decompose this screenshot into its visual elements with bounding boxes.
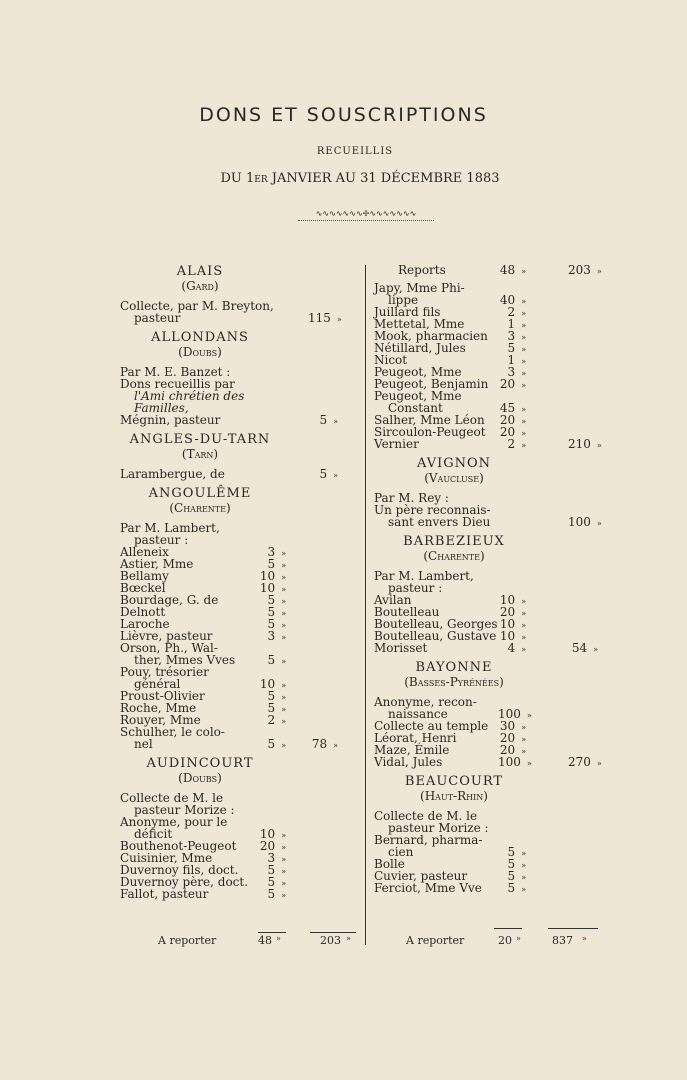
amount xyxy=(258,888,286,902)
footer-amount-a: 20 xyxy=(498,934,512,947)
donor-name: Japy, Mme Phi- xyxy=(374,281,465,295)
amount-value: 54 xyxy=(571,641,588,655)
donor-name: Cuvier, pasteur xyxy=(374,869,468,883)
quote-mark: » xyxy=(281,549,286,558)
quote-mark: » xyxy=(281,573,286,582)
quote-mark: » xyxy=(516,934,521,943)
quote-mark: » xyxy=(596,267,602,276)
donor-name: Boutelleau, Gustave xyxy=(374,629,497,643)
amount-value: 203 xyxy=(568,263,591,277)
donor-row xyxy=(374,756,612,768)
amount-value: 20 xyxy=(259,839,276,853)
quote-mark: » xyxy=(281,657,286,666)
subtotal-rule xyxy=(494,928,522,929)
donor-name: Bourdage, G. de xyxy=(120,593,219,607)
left-column xyxy=(120,264,360,900)
donor-name: Nicot xyxy=(374,353,408,367)
subtotal xyxy=(568,263,602,278)
donor-name: Morisset xyxy=(374,641,428,655)
amount-value: 5 xyxy=(267,653,276,667)
amount-value: 5 xyxy=(267,887,276,901)
donor-name: Roche, Mme xyxy=(120,701,197,715)
amount xyxy=(498,264,526,278)
donor-name: Anonyme, recon- xyxy=(374,695,477,709)
donor-name: pasteur xyxy=(134,311,181,325)
amount-value: 5 xyxy=(507,857,516,871)
amount-value: 100 xyxy=(498,707,521,721)
quote-mark: » xyxy=(281,681,286,690)
donor-name: lippe xyxy=(388,293,419,307)
donor-name: Par M. Lambert, xyxy=(120,521,220,535)
donor-name: Vernier xyxy=(374,437,419,451)
donor-name: Peugeot, Benjamin xyxy=(374,377,489,391)
department-label: (Vaucluse) xyxy=(424,471,484,485)
donor-row xyxy=(120,312,360,324)
donor-name: Boutelleau, Georges xyxy=(374,617,498,631)
donor-name: Pouy, trésorier xyxy=(120,665,209,679)
quote-mark: » xyxy=(281,843,286,852)
department-label: (Charente) xyxy=(423,549,485,563)
amount-value: 10 xyxy=(499,593,516,607)
donor-name: Léorat, Henri xyxy=(374,731,457,745)
donor-name: Schulher, le colo- xyxy=(120,725,225,739)
location-heading: BAYONNE xyxy=(415,660,493,675)
amount-value: 30 xyxy=(499,719,516,733)
amount-value: 115 xyxy=(308,311,331,325)
amount-value: 5 xyxy=(267,863,276,877)
amount-value: 4 xyxy=(507,641,516,655)
quote-mark: » xyxy=(521,735,526,744)
amount-value: 1 xyxy=(507,317,516,331)
donor-name: Duvernoy père, doct. xyxy=(120,875,249,889)
quote-mark: » xyxy=(281,693,286,702)
donor-name: Delnott xyxy=(120,605,166,619)
quote-mark: » xyxy=(281,867,286,876)
quote-mark: » xyxy=(281,831,286,840)
quote-mark: » xyxy=(521,861,526,870)
donor-name: Duvernoy fils, doct. xyxy=(120,863,239,877)
quote-mark: » xyxy=(593,645,598,654)
quote-mark: » xyxy=(521,633,526,642)
donor-name: nel xyxy=(134,737,153,751)
amount-value: 20 xyxy=(499,413,516,427)
amount-value: 5 xyxy=(507,869,516,883)
department-label: (Doubs) xyxy=(178,345,222,359)
location-heading: ANGOULÊME xyxy=(148,486,252,501)
donor-row xyxy=(374,846,612,858)
amount-value: 20 xyxy=(499,425,516,439)
subtotal xyxy=(308,738,338,752)
quote-mark: » xyxy=(521,849,526,858)
footer-left xyxy=(158,934,358,947)
quote-mark: » xyxy=(281,597,286,606)
donor-name: Mook, pharmacien xyxy=(374,329,488,343)
amount-value: 2 xyxy=(267,713,276,727)
amount-value: 100 xyxy=(568,515,591,529)
amount-value: 10 xyxy=(259,827,276,841)
quote-mark: » xyxy=(333,471,338,480)
quote-mark: » xyxy=(521,297,526,306)
quote-mark: » xyxy=(276,934,281,943)
quote-mark: » xyxy=(281,879,286,888)
location-heading: BEAUCOURT xyxy=(404,774,504,789)
quote-mark: » xyxy=(521,621,526,630)
donor-name: Orson, Ph., Wal- xyxy=(120,641,218,655)
column-divider xyxy=(365,265,366,945)
quote-mark: » xyxy=(521,747,526,756)
donor-name: Peugeot, Mme xyxy=(374,365,462,379)
donor-name: Collecte de M. le xyxy=(120,791,224,805)
footer-label: A reporter xyxy=(406,934,465,947)
quote-mark: » xyxy=(521,609,526,618)
donor-name: Larambergue, de xyxy=(120,467,225,481)
amount-value: 5 xyxy=(507,881,516,895)
quote-mark: » xyxy=(346,934,351,943)
quote-mark: » xyxy=(281,609,286,618)
quote-mark: » xyxy=(281,633,286,642)
amount-value: 3 xyxy=(507,329,516,343)
amount-value: 2 xyxy=(507,305,516,319)
donor-name: Un père reconnais- xyxy=(374,503,491,517)
footer-right xyxy=(406,934,606,947)
donor-name: pasteur : xyxy=(388,581,443,595)
right-column xyxy=(374,264,612,894)
amount-value: 5 xyxy=(267,689,276,703)
amount xyxy=(498,882,526,896)
location-heading: BARBEZIEUX xyxy=(403,534,505,549)
page-subtitle: RECUEILLIS xyxy=(316,146,394,157)
donor-name: Nétillard, Jules xyxy=(374,341,466,355)
quote-mark: » xyxy=(526,711,532,720)
amount-value: 40 xyxy=(499,293,516,307)
amount-value: 48 xyxy=(499,263,516,277)
amount-value: 3 xyxy=(267,545,276,559)
donor-name: Rouyer, Mme xyxy=(120,713,201,727)
donor-name: Bouthenot-Peugeot xyxy=(120,839,237,853)
location-heading: AVIGNON xyxy=(416,456,492,471)
donor-name: naissance xyxy=(388,707,448,721)
quote-mark: » xyxy=(521,321,526,330)
amount xyxy=(498,755,532,770)
donor-name: Salher, Mme Léon xyxy=(374,413,485,427)
quote-mark: » xyxy=(281,561,286,570)
amount-value: 1 xyxy=(507,353,516,367)
quote-mark: » xyxy=(521,309,526,318)
donor-name: Bœckel xyxy=(120,581,166,595)
amount-value: 10 xyxy=(499,617,516,631)
quote-mark: » xyxy=(281,705,286,714)
amount-value: 5 xyxy=(319,467,328,481)
amount-value: 5 xyxy=(319,413,328,427)
donor-name: cien xyxy=(388,845,414,859)
amount xyxy=(498,438,526,452)
donor-name: Dons recueillis par xyxy=(120,377,235,391)
donor-name: Sircoulon-Peugeot xyxy=(374,425,486,439)
page-title: DONS ET SOUSCRIPTIONS xyxy=(199,104,488,126)
donor-name: déficit xyxy=(134,827,173,841)
quote-mark: » xyxy=(521,357,526,366)
donor-row xyxy=(120,468,360,480)
subtotal xyxy=(308,468,338,482)
donor-row xyxy=(374,342,612,354)
department-label: (Gard) xyxy=(181,279,219,293)
quote-mark: » xyxy=(521,645,526,654)
amount-value: 210 xyxy=(568,437,591,451)
quote-mark: » xyxy=(281,891,286,900)
quote-mark: » xyxy=(526,759,532,768)
amount-value: 20 xyxy=(499,743,516,757)
footer-amount-b: 203 xyxy=(320,934,341,947)
quote-mark: » xyxy=(521,333,526,342)
amount-value: 20 xyxy=(499,377,516,391)
amount xyxy=(258,738,286,752)
quote-mark: » xyxy=(596,441,602,450)
department-label: (Tarn) xyxy=(181,447,219,461)
quote-mark: » xyxy=(582,934,587,943)
donor-name: Alleneix xyxy=(120,545,169,559)
quote-mark: » xyxy=(281,855,286,864)
donor-name: Bellamy xyxy=(120,569,169,583)
donor-name: Anonyme, pour le xyxy=(120,815,228,829)
donor-name: Avilan xyxy=(374,593,412,607)
donor-name: Peugeot, Mme xyxy=(374,389,462,403)
quote-mark: » xyxy=(521,381,526,390)
amount-value: 10 xyxy=(259,677,276,691)
amount-value: 20 xyxy=(499,731,516,745)
amount-value: 20 xyxy=(499,605,516,619)
donor-name: Collecte au temple xyxy=(374,719,489,733)
amount-value: 5 xyxy=(507,341,516,355)
donor-name: Astier, Mme xyxy=(120,557,194,571)
quote-mark: » xyxy=(521,429,526,438)
location-heading: ANGLES-DU-TARN xyxy=(129,432,271,447)
subtotal-rule xyxy=(258,932,286,933)
subtotal xyxy=(308,414,338,428)
donor-name: général xyxy=(134,677,181,691)
donor-name: Juillard fils xyxy=(374,305,441,319)
quote-mark: » xyxy=(521,885,526,894)
donor-name: Proust-Olivier xyxy=(120,689,205,703)
donor-name: Bolle xyxy=(374,857,405,871)
donor-name: Vidal, Jules xyxy=(374,755,443,769)
amount-value: 10 xyxy=(499,629,516,643)
quote-mark: » xyxy=(596,519,602,528)
quote-mark: » xyxy=(521,873,526,882)
donor-name: l'Ami chrétien des xyxy=(134,389,245,403)
donor-name: Bernard, pharma- xyxy=(374,833,483,847)
amount-value: 5 xyxy=(267,605,276,619)
amount-value: 270 xyxy=(568,755,591,769)
total-rule xyxy=(548,928,598,929)
quote-mark: » xyxy=(521,723,526,732)
quote-mark: » xyxy=(333,417,338,426)
donor-row xyxy=(374,438,612,450)
quote-mark: » xyxy=(521,267,526,276)
donor-name: pasteur Morize : xyxy=(388,821,489,835)
donor-name: Cuisinier, Mme xyxy=(120,851,213,865)
quote-mark: » xyxy=(281,621,286,630)
quote-mark: » xyxy=(521,417,526,426)
subtotal xyxy=(308,311,342,326)
quote-mark: » xyxy=(333,741,338,750)
amount-value: 5 xyxy=(267,737,276,751)
amount-value: 5 xyxy=(267,557,276,571)
footer-amount-b: 837 xyxy=(552,934,573,947)
amount-value: 5 xyxy=(507,845,516,859)
amount-value: 45 xyxy=(499,401,516,415)
donor-row xyxy=(374,264,612,276)
footer-label: A reporter xyxy=(158,934,217,947)
amount-value: 3 xyxy=(267,851,276,865)
department-label: (Basses-Pyrénées) xyxy=(404,675,504,689)
donor-name: Par M. Rey : xyxy=(374,491,449,505)
donor-name: Par M. Lambert, xyxy=(374,569,474,583)
donor-name: Reports xyxy=(398,263,446,277)
donor-name: Fallot, pasteur xyxy=(120,887,209,901)
donor-name: Ferciot, Mme Vve xyxy=(374,881,482,895)
donor-name: Constant xyxy=(388,401,443,415)
amount-value: 5 xyxy=(267,593,276,607)
amount-value: 2 xyxy=(507,437,516,451)
amount-value: 3 xyxy=(507,365,516,379)
amount-value: 78 xyxy=(311,737,328,751)
donor-row xyxy=(120,888,360,900)
quote-mark: » xyxy=(281,717,286,726)
donor-name: Maze, Émile xyxy=(374,743,450,757)
donor-name: Mettetal, Mme xyxy=(374,317,465,331)
amount-value: 5 xyxy=(267,701,276,715)
quote-mark: » xyxy=(336,315,342,324)
donor-name: Mégnin, pasteur xyxy=(120,413,221,427)
donor-name: Lièvre, pasteur xyxy=(120,629,213,643)
date-line: DU 1er JANVIER AU 31 DÉCEMBRE 1883 xyxy=(220,171,500,186)
location-heading: AUDINCOURT xyxy=(146,756,254,771)
quote-mark: » xyxy=(281,741,286,750)
donor-name: pasteur Morize : xyxy=(134,803,235,817)
location-heading: ALLONDANS xyxy=(151,330,249,345)
donor-name: pasteur : xyxy=(134,533,189,547)
amount xyxy=(498,642,526,656)
amount-value: 100 xyxy=(498,755,521,769)
total-rule xyxy=(310,932,356,933)
subtotal xyxy=(568,642,598,656)
department-label: (Charente) xyxy=(169,501,231,515)
donor-name: Par M. E. Banzet : xyxy=(120,365,231,379)
quote-mark: » xyxy=(521,441,526,450)
donor-name: sant envers Dieu xyxy=(388,515,491,529)
donor-row xyxy=(120,414,360,426)
donor-row xyxy=(374,516,612,528)
donor-name: Collecte, par M. Breyton, xyxy=(120,299,274,313)
donor-row xyxy=(374,642,612,654)
subtotal xyxy=(568,755,602,770)
donor-row xyxy=(374,882,612,894)
subtotal xyxy=(568,515,602,530)
footer-amount-a: 48 xyxy=(258,934,272,947)
amount-value: 5 xyxy=(267,617,276,631)
amount-value: 5 xyxy=(267,875,276,889)
department-label: (Haut-Rhin) xyxy=(420,789,488,803)
donor-name: Boutelleau xyxy=(374,605,440,619)
department-label: (Doubs) xyxy=(178,771,222,785)
ornament-divider: ∿∿∿∿∿∿∿✢∿∿∿∿∿∿∿ xyxy=(298,210,434,221)
donor-name: ther, Mmes Vves xyxy=(134,653,236,667)
amount-value: 3 xyxy=(267,629,276,643)
amount-value: 10 xyxy=(259,581,276,595)
quote-mark: » xyxy=(521,597,526,606)
quote-mark: » xyxy=(521,405,526,414)
donor-row xyxy=(120,738,360,750)
subtotal xyxy=(568,437,602,452)
location-heading: ALAIS xyxy=(176,264,224,279)
donor-name: Familles, xyxy=(134,401,189,415)
quote-mark: » xyxy=(596,759,602,768)
quote-mark: » xyxy=(521,345,526,354)
donor-name: Laroche xyxy=(120,617,170,631)
quote-mark: » xyxy=(281,585,286,594)
quote-mark: » xyxy=(521,369,526,378)
donor-name: Collecte de M. le xyxy=(374,809,478,823)
amount-value: 10 xyxy=(259,569,276,583)
